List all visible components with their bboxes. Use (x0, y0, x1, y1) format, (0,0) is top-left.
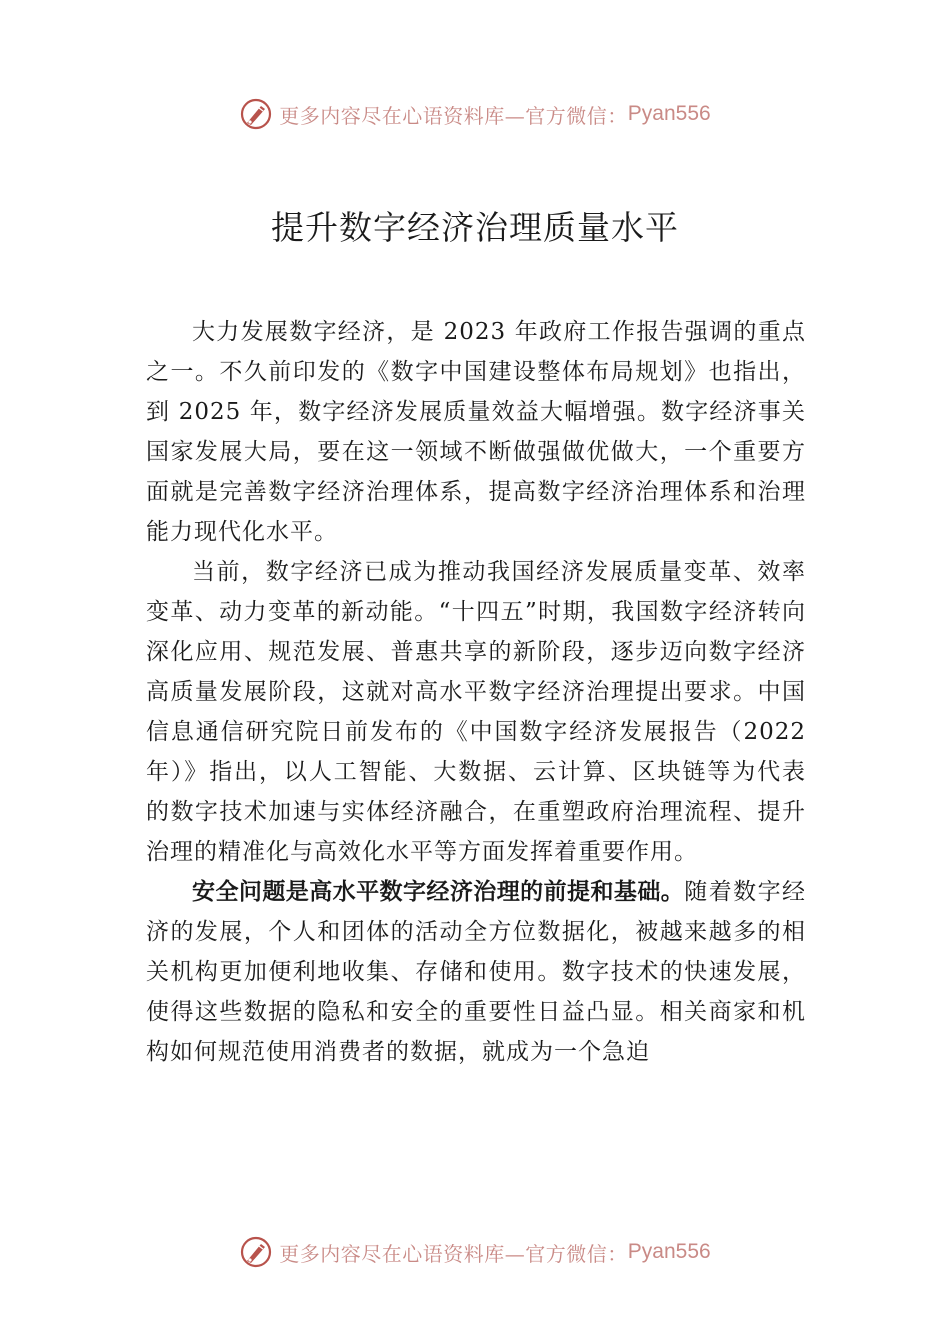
paragraph-3-lead: 安全问题是高水平数字经济治理的前提和基础。 (192, 879, 685, 905)
footer-watermark (0, 1232, 950, 1272)
watermark-text: 更多内容尽在心语资料库—官方微信： (279, 1241, 628, 1266)
watermark-text: 更多内容尽在心语资料库—官方微信： (279, 103, 628, 128)
paragraph-3-text: 随着数字经济的发展，个人和团体的活动全方位数据化，被越来越多的相关机构更加便利地收集、存储和使用。数字技术的快速发展，使得这些数据的隐私和安全的重要性日益凸显。相关商家和机构如何规范使用消费者的数据，就成为一个急迫 (146, 879, 807, 1065)
document-body (146, 312, 806, 1072)
pen-nib-logo-icon (239, 1235, 273, 1269)
paragraph-1: 大力发展数字经济，是 2023 年政府工作报告强调的重点之一。不久前印发的《数字中国建设整体布局规划》也指出，到 2025 年，数字经济发展质量效益大幅增强。数字经济事关国家发展大局，要在这一领域不断做强做优做大，一个重要方面就是完善数字经济治理体系，提高数字经济治理体系和治理能力现代化水平。 (146, 319, 806, 545)
header-watermark (0, 94, 950, 134)
paragraph-2: 当前，数字经济已成为推动我国经济发展质量变革、效率变革、动力变革的新动能。“十四五”时期，我国数字经济转向深化应用、规范发展、普惠共享的新阶段，逐步迈向数字经济高质量发展阶段，这就对高水平数字经济治理提出要求。中国信息通信研究院日前发布的《中国数字经济发展报告（2022 年）》指出，以人工智能、大数据、云计算、区块链等为代表的数字技术加速与实体经济融合，在重塑政府治理流程、提升治理的精准化与高效化水平等方面发挥着重要作用。 (146, 559, 806, 865)
watermark-wechat-id: Pyan556 (627, 1240, 711, 1263)
watermark-wechat-id: Pyan556 (627, 102, 711, 125)
paragraph-3 (146, 872, 806, 1072)
document-title: 提升数字经济治理质量水平 (271, 208, 679, 247)
pen-nib-logo-icon (239, 97, 273, 131)
